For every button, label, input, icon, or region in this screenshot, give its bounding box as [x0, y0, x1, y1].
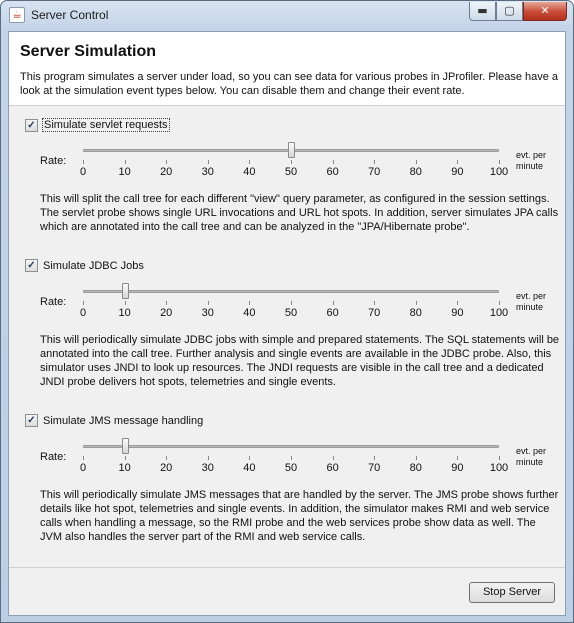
simulation-toggle[interactable] — [25, 414, 204, 427]
slider-ticks — [83, 301, 499, 306]
rate-slider-track[interactable] — [83, 290, 499, 293]
slider-tick-label: 20 — [160, 462, 173, 474]
slider-tick — [166, 301, 167, 305]
slider-tick — [125, 160, 126, 164]
rate-slider-thumb[interactable] — [288, 142, 295, 158]
rate-slider-thumb[interactable] — [122, 438, 129, 454]
slider-tick — [499, 456, 500, 460]
checkbox-label[interactable]: Simulate servlet requests — [44, 119, 168, 131]
simulation-description: This will periodically simulate JDBC jobs with simple and prepared statements. The SQL statements will be annotated into the call tree. Further analysis and single events are available in the JDBC probe. Also, this simulator uses JNDI to look up resources. The JNDI requests are visible in the call tree and a dedicated JNDI probe delivers hot spots, telemetries and single events. — [40, 334, 560, 388]
slider-tick — [125, 301, 126, 305]
slider-tick — [166, 456, 167, 460]
slider-tick-label: 60 — [326, 462, 339, 474]
simulation-toggle[interactable] — [25, 259, 145, 272]
rate-unit-label: evt. per minute — [516, 291, 547, 312]
slider-tick-label: 0 — [79, 307, 87, 319]
slider-ticks — [83, 160, 499, 165]
slider-tick — [249, 301, 250, 305]
simulation-section — [9, 118, 565, 268]
slider-tick-label: 70 — [368, 307, 381, 319]
slider-tick — [457, 160, 458, 164]
maximize-icon[interactable]: ▢ — [496, 2, 523, 21]
rate-label: Rate: — [40, 155, 67, 167]
simulation-section — [9, 414, 565, 564]
simulation-toggle[interactable] — [25, 118, 170, 132]
slider-tick-label: 100 — [489, 462, 509, 474]
slider-tick-label: 20 — [160, 307, 173, 319]
slider-tick — [249, 160, 250, 164]
slider-ticks — [83, 456, 499, 461]
slider-tick — [291, 160, 292, 164]
slider-tick-label: 30 — [201, 307, 214, 319]
slider-tick — [374, 301, 375, 305]
slider-tick-label: 80 — [409, 166, 422, 178]
slider-tick-label: 30 — [201, 462, 214, 474]
rate-label: Rate: — [40, 296, 67, 308]
checkbox[interactable]: ✓ — [25, 119, 38, 132]
rate-slider-track[interactable] — [83, 445, 499, 448]
slider-tick — [333, 456, 334, 460]
slider-tick-label: 100 — [489, 166, 509, 178]
slider-tick — [208, 160, 209, 164]
close-icon[interactable]: ✕ — [523, 2, 567, 21]
checkbox[interactable]: ✓ — [25, 259, 38, 272]
checkbox-label[interactable]: Simulate JMS message handling — [43, 414, 204, 427]
window-title: Server Control — [31, 8, 109, 22]
simulation-description: This will split the call tree for each different "view" query parameter, as configured in the session settings. The servlet probe shows single URL invocations and URL hot spots. In addition, server simulates JPA calls which are annotated into the call tree and can be analyzed in the "JPA/Hibernate probe". — [40, 193, 559, 233]
page-title: Server Simulation — [20, 43, 157, 60]
slider-tick-label: 70 — [368, 462, 381, 474]
slider-tick — [83, 301, 84, 305]
slider-tick — [333, 301, 334, 305]
slider-tick-label: 50 — [284, 307, 298, 319]
page-description: This program simulates a server under load, so you can see data for various probes in JProfiler. Please have a look at the simulation event types below. You can disable them and change their event rate. — [20, 71, 559, 97]
slider-tick-label: 0 — [79, 462, 87, 474]
slider-tick — [416, 301, 417, 305]
slider-tick — [457, 301, 458, 305]
rate-unit-label: evt. per minute — [516, 150, 547, 171]
rate-unit-label: evt. per minute — [516, 446, 547, 467]
slider-tick-label: 40 — [243, 462, 256, 474]
slider-tick — [249, 456, 250, 460]
slider-tick-label: 60 — [326, 166, 339, 178]
slider-tick-label: 50 — [284, 462, 298, 474]
slider-tick — [83, 160, 84, 164]
slider-tick — [125, 456, 126, 460]
slider-tick — [291, 301, 292, 305]
slider-tick — [457, 456, 458, 460]
slider-tick — [374, 456, 375, 460]
minimize-icon[interactable]: ▬ — [469, 2, 496, 21]
slider-tick — [166, 160, 167, 164]
slider-tick — [374, 160, 375, 164]
slider-tick — [208, 301, 209, 305]
slider-tick-label: 10 — [118, 462, 131, 474]
slider-tick — [416, 160, 417, 164]
slider-tick-label: 10 — [118, 307, 131, 319]
slider-tick-label: 80 — [409, 462, 422, 474]
slider-tick — [333, 160, 334, 164]
header-panel — [9, 32, 565, 106]
slider-tick-label: 90 — [451, 166, 464, 178]
slider-tick-label: 90 — [451, 462, 464, 474]
client-area — [8, 31, 566, 616]
slider-tick-label: 40 — [243, 307, 256, 319]
slider-tick-label: 90 — [451, 307, 464, 319]
slider-tick — [416, 456, 417, 460]
slider-tick-label: 100 — [489, 307, 509, 319]
footer-panel — [9, 567, 565, 615]
checkbox-label[interactable]: Simulate JDBC Jobs — [43, 259, 144, 272]
slider-tick-label: 60 — [326, 307, 339, 319]
slider-tick-label: 50 — [284, 166, 298, 178]
slider-tick — [291, 456, 292, 460]
slider-tick — [208, 456, 209, 460]
window-controls — [469, 2, 567, 21]
java-icon: ☕ — [9, 7, 25, 23]
simulation-section — [9, 259, 565, 409]
slider-tick-label: 40 — [243, 166, 256, 178]
slider-tick — [83, 456, 84, 460]
checkbox[interactable]: ✓ — [25, 414, 38, 427]
stop-server-button[interactable]: Stop Server — [469, 582, 555, 603]
rate-label: Rate: — [40, 451, 67, 463]
slider-tick-label: 10 — [118, 166, 131, 178]
slider-tick-label: 20 — [160, 166, 173, 178]
slider-tick — [499, 160, 500, 164]
slider-tick-label: 80 — [409, 307, 422, 319]
slider-tick-label: 30 — [201, 166, 214, 178]
slider-tick-label: 0 — [79, 166, 87, 178]
slider-tick — [499, 301, 500, 305]
simulation-description: This will periodically simulate JMS messages that are handled by the server. The JMS probe shows further details like hot spot, telemetries and single events. In addition, the simulator makes RMI and web service calls when handling a message, so the RMI probe and the web services probe show data as well. The JVM also handles the server part of the RMI and web service calls. — [40, 489, 559, 543]
title-bar[interactable] — [1, 1, 573, 31]
rate-slider-thumb[interactable] — [122, 283, 129, 299]
slider-tick-label: 70 — [368, 166, 381, 178]
